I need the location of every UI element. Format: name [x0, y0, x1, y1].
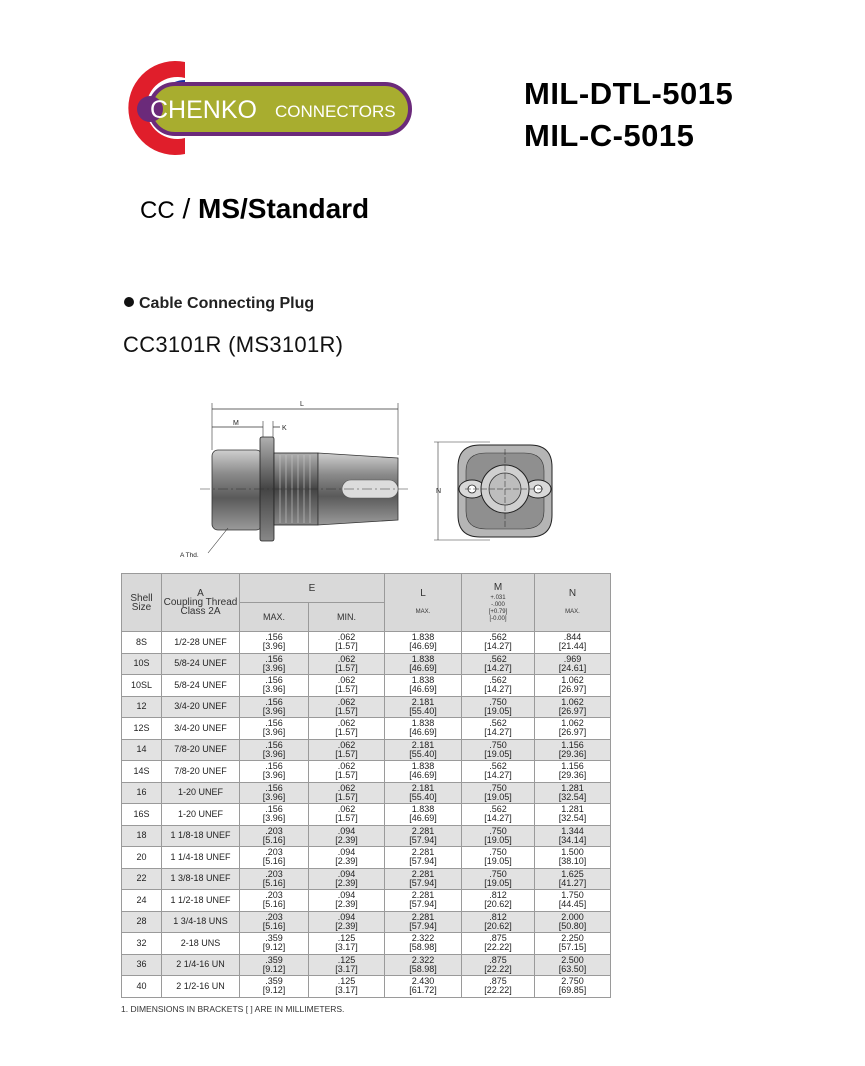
cell-thread: 1-20 UNEF	[162, 804, 240, 826]
cell-m: .750 [19.05]	[462, 868, 535, 890]
cell-thread: 5/8-24 UNEF	[162, 653, 240, 675]
cell-thread: 7/8-20 UNEF	[162, 739, 240, 761]
cell-m: .562 [14.27]	[462, 804, 535, 826]
cell-e-min: .062 [1.57]	[309, 739, 385, 761]
cell-m: .875 [22.22]	[462, 933, 535, 955]
cell-l: 2.281 [57.94]	[385, 911, 462, 933]
cell-thread: 1 3/8-18 UNEF	[162, 868, 240, 890]
cell-thread: 2 1/4-16 UN	[162, 954, 240, 976]
dim-m-label: M	[233, 420, 239, 427]
cell-l: 2.430 [61.72]	[385, 976, 462, 998]
cell-e-max: .156 [3.96]	[240, 653, 309, 675]
cell-shell: 12	[122, 696, 162, 718]
cell-e-max: .156 [3.96]	[240, 696, 309, 718]
cell-shell: 24	[122, 890, 162, 912]
connector-drawing	[160, 395, 580, 565]
cell-thread: 5/8-24 UNEF	[162, 675, 240, 697]
cell-l: 2.322 [58.98]	[385, 954, 462, 976]
cell-l: 2.281 [57.94]	[385, 825, 462, 847]
cell-thread: 1 1/4-18 UNEF	[162, 847, 240, 869]
part-number: CC3101R (MS3101R)	[123, 332, 344, 357]
table-row	[122, 911, 611, 933]
dim-l-label: L	[300, 401, 304, 408]
cell-thread: 2-18 UNS	[162, 933, 240, 955]
table-row	[122, 632, 611, 654]
col-l: L MAX.	[385, 574, 462, 632]
cell-e-min: .062 [1.57]	[309, 804, 385, 826]
table-row	[122, 675, 611, 697]
cell-shell: 12S	[122, 718, 162, 740]
col-shell-size: Shell Size	[122, 574, 162, 632]
cell-m: .875 [22.22]	[462, 976, 535, 998]
cell-m: .812 [20.62]	[462, 890, 535, 912]
brand-name-bold: CHENKO	[150, 96, 257, 124]
table-footnote: 1. DIMENSIONS IN BRACKETS [ ] ARE IN MILLIMETERS.	[121, 1004, 345, 1014]
table-row	[122, 890, 611, 912]
col-coupling-thread: A Coupling Thread Class 2A	[162, 574, 240, 632]
cell-l: 1.838 [46.69]	[385, 632, 462, 654]
table-row	[122, 976, 611, 998]
cell-shell: 16S	[122, 804, 162, 826]
bullet-dot-icon	[124, 297, 134, 307]
table-row	[122, 739, 611, 761]
cell-e-max: .203 [5.16]	[240, 868, 309, 890]
cell-e-min: .125 [3.17]	[309, 933, 385, 955]
cell-l: 1.838 [46.69]	[385, 718, 462, 740]
table-body	[122, 632, 611, 998]
cell-l: 1.838 [46.69]	[385, 653, 462, 675]
cell-shell: 32	[122, 933, 162, 955]
cell-e-min: .062 [1.57]	[309, 675, 385, 697]
cell-n: 1.750 [44.45]	[535, 890, 611, 912]
cell-shell: 22	[122, 868, 162, 890]
col-e-max: MAX.	[240, 603, 309, 632]
table-header-row	[122, 574, 611, 603]
col-m: M +.031 -.000 [+0.79] [-0.00]	[462, 574, 535, 632]
cell-thread: 2 1/2-16 UN	[162, 976, 240, 998]
cell-shell: 18	[122, 825, 162, 847]
cell-e-max: .156 [3.96]	[240, 804, 309, 826]
cell-e-max: .359 [9.12]	[240, 933, 309, 955]
cell-n: 1.062 [26.97]	[535, 718, 611, 740]
cell-e-min: .062 [1.57]	[309, 696, 385, 718]
cell-m: .875 [22.22]	[462, 954, 535, 976]
cell-shell: 40	[122, 976, 162, 998]
table-row	[122, 804, 611, 826]
spec-title-2: MIL-C-5015	[524, 118, 695, 153]
cell-shell: 8S	[122, 632, 162, 654]
cell-thread: 1 1/2-18 UNEF	[162, 890, 240, 912]
cell-e-max: .156 [3.96]	[240, 718, 309, 740]
dimension-table	[121, 573, 611, 998]
cell-l: 2.281 [57.94]	[385, 868, 462, 890]
standard-sep: /	[174, 193, 199, 224]
cell-n: 2.250 [57.15]	[535, 933, 611, 955]
cell-shell: 28	[122, 911, 162, 933]
cell-n: 1.156 [29.36]	[535, 739, 611, 761]
cell-l: 2.281 [57.94]	[385, 847, 462, 869]
table-row	[122, 825, 611, 847]
cell-n: 1.344 [34.14]	[535, 825, 611, 847]
cell-e-min: .062 [1.57]	[309, 782, 385, 804]
cell-m: .562 [14.27]	[462, 675, 535, 697]
cell-n: 1.062 [26.97]	[535, 675, 611, 697]
cell-m: .750 [19.05]	[462, 782, 535, 804]
cell-l: 1.838 [46.69]	[385, 761, 462, 783]
cell-e-max: .203 [5.16]	[240, 890, 309, 912]
cell-e-max: .156 [3.96]	[240, 675, 309, 697]
cell-shell: 14S	[122, 761, 162, 783]
cell-e-min: .125 [3.17]	[309, 976, 385, 998]
cell-m: .562 [14.27]	[462, 761, 535, 783]
cell-thread: 1 1/8-18 UNEF	[162, 825, 240, 847]
cell-n: 1.500 [38.10]	[535, 847, 611, 869]
table-row	[122, 868, 611, 890]
cell-e-min: .094 [2.39]	[309, 825, 385, 847]
cell-shell: 16	[122, 782, 162, 804]
cell-shell: 10SL	[122, 675, 162, 697]
cell-e-max: .359 [9.12]	[240, 976, 309, 998]
cell-m: .750 [19.05]	[462, 847, 535, 869]
standard-cc: CC	[140, 197, 175, 224]
cell-m: .562 [14.27]	[462, 632, 535, 654]
cell-thread: 1/2-28 UNEF	[162, 632, 240, 654]
table-row	[122, 847, 611, 869]
bullet-label: Cable Connecting Plug	[139, 295, 315, 312]
cell-m: .812 [20.62]	[462, 911, 535, 933]
cell-e-min: .062 [1.57]	[309, 653, 385, 675]
table-row	[122, 718, 611, 740]
cell-thread: 7/8-20 UNEF	[162, 761, 240, 783]
table-row	[122, 933, 611, 955]
cell-e-min: .094 [2.39]	[309, 890, 385, 912]
cell-e-max: .203 [5.16]	[240, 847, 309, 869]
standard-heading	[140, 193, 369, 225]
cell-n: .844 [21.44]	[535, 632, 611, 654]
cell-l: 2.181 [55.40]	[385, 696, 462, 718]
col-n: N MAX.	[535, 574, 611, 632]
cell-l: 2.281 [57.94]	[385, 890, 462, 912]
cell-l: 1.838 [46.69]	[385, 804, 462, 826]
cell-n: 2.750 [69.85]	[535, 976, 611, 998]
cell-l: 2.181 [55.40]	[385, 782, 462, 804]
cell-l: 2.181 [55.40]	[385, 739, 462, 761]
cell-n: 1.625 [41.27]	[535, 868, 611, 890]
cell-m: .562 [14.27]	[462, 718, 535, 740]
table-row	[122, 782, 611, 804]
cell-shell: 14	[122, 739, 162, 761]
dim-n-label: N	[436, 488, 442, 495]
cell-e-min: .062 [1.57]	[309, 718, 385, 740]
table-row	[122, 761, 611, 783]
cell-e-max: .203 [5.16]	[240, 911, 309, 933]
cell-e-min: .125 [3.17]	[309, 954, 385, 976]
cell-n: 2.000 [50.80]	[535, 911, 611, 933]
cell-thread: 1 3/4-18 UNS	[162, 911, 240, 933]
cell-n: 1.062 [26.97]	[535, 696, 611, 718]
col-e-min: MIN.	[309, 603, 385, 632]
cell-m: .562 [14.27]	[462, 653, 535, 675]
dim-k-label: K	[282, 425, 287, 432]
cell-e-max: .156 [3.96]	[240, 761, 309, 783]
cell-n: 2.500 [63.50]	[535, 954, 611, 976]
cell-shell: 10S	[122, 653, 162, 675]
cell-shell: 20	[122, 847, 162, 869]
table-row	[122, 696, 611, 718]
cell-m: .750 [19.05]	[462, 696, 535, 718]
brand-name-rest: CONNECTORS	[275, 102, 396, 121]
cell-l: 2.322 [58.98]	[385, 933, 462, 955]
cell-e-max: .156 [3.96]	[240, 739, 309, 761]
chenko-logo	[110, 58, 415, 158]
cell-n: .969 [24.61]	[535, 653, 611, 675]
col-e: E	[240, 574, 385, 603]
cell-e-min: .094 [2.39]	[309, 911, 385, 933]
cell-e-max: .203 [5.16]	[240, 825, 309, 847]
cell-e-min: .062 [1.57]	[309, 632, 385, 654]
cell-e-max: .359 [9.12]	[240, 954, 309, 976]
table-row	[122, 954, 611, 976]
section-bullet	[124, 295, 314, 313]
spec-title-1: MIL-DTL-5015	[524, 76, 734, 111]
cell-n: 1.281 [32.54]	[535, 804, 611, 826]
cell-l: 1.838 [46.69]	[385, 675, 462, 697]
cell-m: .750 [19.05]	[462, 825, 535, 847]
cell-m: .750 [19.05]	[462, 739, 535, 761]
table-row	[122, 653, 611, 675]
cell-thread: 3/4-20 UNEF	[162, 696, 240, 718]
cell-thread: 3/4-20 UNEF	[162, 718, 240, 740]
cell-e-min: .094 [2.39]	[309, 868, 385, 890]
cell-e-min: .062 [1.57]	[309, 761, 385, 783]
cell-shell: 36	[122, 954, 162, 976]
cell-e-min: .094 [2.39]	[309, 847, 385, 869]
cell-thread: 1-20 UNEF	[162, 782, 240, 804]
thread-label: A Thd.	[180, 552, 199, 559]
cell-n: 1.281 [32.54]	[535, 782, 611, 804]
cell-e-max: .156 [3.96]	[240, 782, 309, 804]
cell-e-max: .156 [3.96]	[240, 632, 309, 654]
cell-n: 1.156 [29.36]	[535, 761, 611, 783]
standard-ms: MS/Standard	[198, 193, 370, 224]
